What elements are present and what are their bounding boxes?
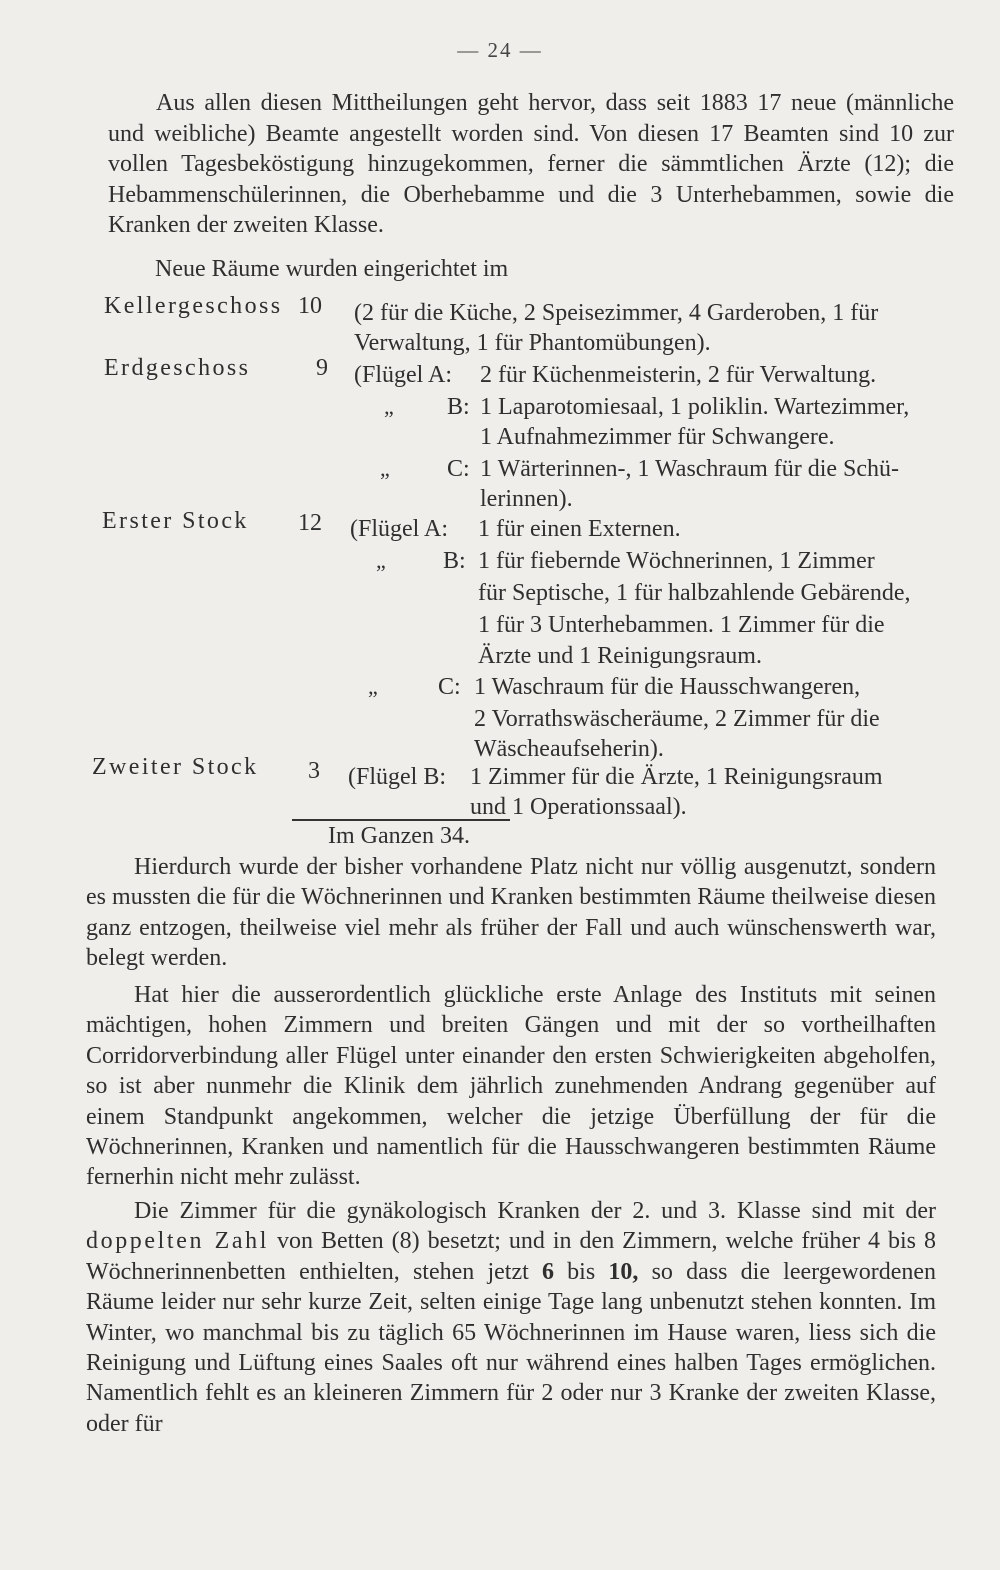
floor-label-zweiter: Zweiter Stock	[92, 754, 259, 780]
wing-detail-erd-c-1: 1 Wärterinnen-, 1 Waschraum für die Schü-	[480, 456, 900, 482]
wing-detail-erd-a: 2 für Küchenmeisterin, 2 für Verwaltung.	[480, 362, 877, 388]
wing-label-erster-c: C:	[438, 674, 461, 700]
ditto-mark: „	[368, 674, 378, 699]
bold-number-6: 6	[541, 1258, 554, 1285]
wing-label-erster-a: (Flügel A:	[350, 516, 449, 542]
wing-detail-erd-b-2: 1 Aufnahmezimmer für Schwangere.	[480, 424, 835, 450]
wing-label-erd-c: C:	[447, 456, 470, 482]
room-detail-keller-2: Verwaltung, 1 für Phantomübungen).	[354, 330, 711, 356]
floor-label-erd: Erdgeschoss	[104, 355, 251, 381]
room-count-keller: 10	[298, 293, 322, 319]
room-count-erd: 9	[316, 355, 328, 381]
paragraph-4-part-2: von Betten (8) besetzt; und in den Zimmern, welche früher 4 bis 8 Wöchnerinnenbetten enthielten, stehen jetzt	[86, 1228, 937, 1285]
wing-detail-erster-b-1: 1 für fiebernde Wöchnerinnen, 1 Zimmer	[478, 548, 875, 574]
sum-rule	[292, 819, 510, 821]
wing-label-zweiter-b: (Flügel B:	[348, 764, 447, 790]
floor-label-keller: Kellergeschoss	[104, 293, 283, 319]
emphasis-doppelten-zahl: doppelten Zahl	[86, 1228, 270, 1255]
paragraph-3: Hat hier die ausserordentlich glückliche erste Anlage des Instituts mit seinen mächtigen, hohen Zimmern und breiten Gängen und mit der so vortheilhaften Corridorverbindung aller Flügel unter einander den ersten Schwierigkeiten abgeholfen, so ist aber nunmehr die Klinik dem jährlich zunehmenden Andrang gegenüber auf einem Standpunkt angekommen, welcher die jetzige Überfüllung der für die Wöchnerinnen, Kranken und namentlich für die Hausschwangeren bestimmten Räume fernerhin nicht mehr zulässt.	[86, 982, 936, 1191]
wing-label-erd-b: B:	[447, 394, 470, 420]
wing-detail-erster-c-2: 2 Vorrathswäscheräume, 2 Zimmer für die	[474, 706, 880, 732]
paragraph-4-part-3: so dass die leergewordenen Räume leider nur sehr kurze Zeit, selten einige Tage lang unbenutzt stehen konnten. Im Winter, wo manchmal bis zu täglich 65 Wöchnerinnen im Hause waren, liess sich die Reinigung und Lüftung eines Saales oft nur während eines halben Tages ermöglichen. Namentlich fehlt es an kleineren Zimmern für 2 oder nur 3 Kranke der zweiten Klasse, oder für	[86, 1258, 936, 1437]
floor-label-erster: Erster Stock	[102, 508, 249, 534]
ditto-mark: „	[384, 394, 394, 419]
bold-number-10: 10,	[608, 1258, 639, 1285]
wing-detail-erster-b-3: 1 für 3 Unterhebammen. 1 Zimmer für die	[478, 612, 885, 638]
rooms-intro: Neue Räume wurden eingerichtet im	[155, 256, 509, 282]
wing-detail-erster-b-4: Ärzte und 1 Reinigungsraum.	[478, 643, 762, 669]
wing-detail-zweiter-b-1: 1 Zimmer für die Ärzte, 1 Reinigungsraum	[470, 764, 883, 790]
wing-detail-erster-b-2: für Septische, 1 für halbzahlende Gebärende,	[478, 580, 911, 606]
wing-detail-erster-c-1: 1 Waschraum für die Hausschwangeren,	[474, 674, 861, 700]
wing-label-erster-b: B:	[443, 548, 466, 574]
room-count-erster: 12	[298, 510, 322, 536]
wing-detail-erd-c-2: lerinnen).	[480, 486, 573, 512]
intro-paragraph: Aus allen diesen Mittheilungen geht hervor, dass seit 1883 17 neue (männliche und weibliche) Beamte angestellt worden sind. Von diesen 17 Beamten sind 10 zur vollen Tagesbeköstigung hinzugekommen, ferner die sämmtlichen Ärzte (12); die Hebammenschülerinnen, die Oberhebamme und die 3 Unterhebammen, sowie die Kranken der zweiten Klasse.	[108, 90, 954, 239]
room-detail-keller-1: (2 für die Küche, 2 Speisezimmer, 4 Garderoben, 1 für	[354, 300, 879, 326]
wing-detail-zweiter-b-2: und 1 Operationssaal).	[470, 794, 687, 820]
ditto-mark: „	[380, 456, 390, 481]
rooms-total: Im Ganzen 34.	[328, 823, 470, 849]
ditto-mark: „	[376, 548, 386, 573]
wing-detail-erster-c-3: Wäscheaufseherin).	[474, 736, 664, 762]
page-number: — 24 —	[457, 38, 543, 62]
paragraph-2: Hierdurch wurde der bisher vorhandene Platz nicht nur völlig ausgenutzt, sondern es mussten die für die Wöchnerinnen und Kranken bestimmten Räume theilweise diesen ganz entzogen, theilweise viel mehr als früher der Fall und auch wünschenswerth war, belegt werden.	[86, 854, 936, 972]
wing-label-erd-a: (Flügel A:	[354, 362, 453, 388]
wing-detail-erster-a: 1 für einen Externen.	[478, 516, 681, 542]
paragraph-4-bis: bis	[567, 1258, 596, 1285]
room-count-zweiter: 3	[308, 758, 320, 784]
wing-detail-erd-b-1: 1 Laparotomiesaal, 1 poliklin. Wartezimmer,	[480, 394, 910, 420]
paragraph-4-part-1: Die Zimmer für die gynäkologisch Kranken der 2. und 3. Klasse sind mit der	[134, 1198, 936, 1224]
paragraph-4	[86, 1196, 936, 1439]
